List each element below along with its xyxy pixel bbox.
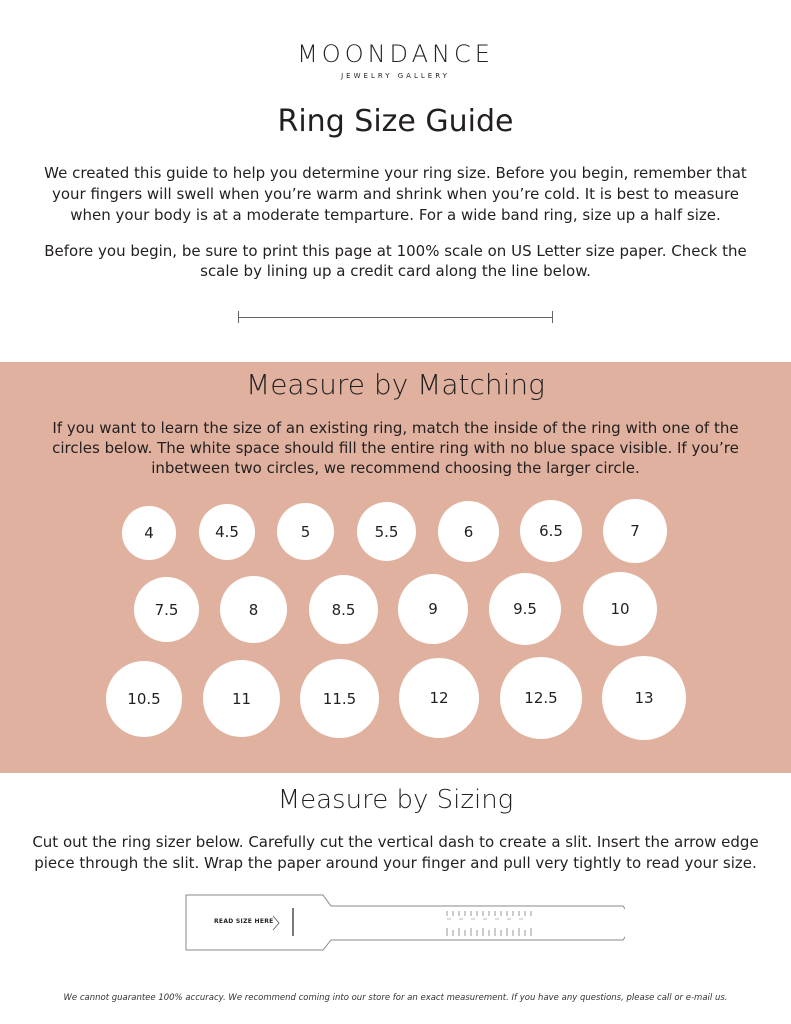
ring-circle-9-5: 9.5 <box>489 573 561 645</box>
matching-text: If you want to learn the size of an existing ring, match the inside of the ring with one of the circles below. The white space should fill the entire ring with no blue space visible. If you’re inbetween two circles, we recommend choosing the larger circle. <box>52 419 739 477</box>
ring-circle-10-5: 10.5 <box>106 661 182 737</box>
ring-circle-8-5: 8.5 <box>309 575 378 644</box>
scale-line-left-tick <box>238 311 239 323</box>
logo-subtitle: JEWELRY GALLERY <box>341 72 450 80</box>
ring-circle-6-5: 6.5 <box>520 500 582 562</box>
ring-circle-10: 10 <box>583 572 657 646</box>
footer-disclaimer: We cannot guarantee 100% accuracy. We recommend coming into our store for an exact measurement. If you have any questions, please call or e-mail us. <box>63 993 728 1003</box>
logo-name: MOONDANCE <box>297 40 494 68</box>
ring-circle-12: 12 <box>399 658 479 738</box>
ring-circle-6: 6 <box>438 501 499 562</box>
ring-circle-4-5: 4.5 <box>199 504 255 560</box>
ring-circle-13: 13 <box>602 656 686 740</box>
sizing-text: Cut out the ring sizer below. Carefully cut the vertical dash to create a slit. Insert the arrow edge piece through the slit. Wrap the paper around your finger and pull very tightly to read your size. <box>32 833 759 872</box>
ring-circle-8: 8 <box>220 576 287 643</box>
page-title: Ring Size Guide <box>277 104 514 139</box>
intro-paragraph: We created this guide to help you determine your ring size. Before you begin, remember that your fingers will swell when you’re warm and shrink when you’re cold. It is best to measure when your body is at a moderate temparture. For a wide band ring, size up a half size. <box>44 164 747 224</box>
ring-circle-11-5: 11.5 <box>300 659 379 738</box>
read-size-here-label: READ SIZE HERE <box>214 918 274 925</box>
sizing-title: Measure by Sizing <box>277 785 514 815</box>
ring-circle-7-5: 7.5 <box>134 577 199 642</box>
scale-line-right-tick <box>552 311 553 323</box>
ring-circle-5-5: 5.5 <box>357 502 416 561</box>
ring-circle-12-5: 12.5 <box>500 657 582 739</box>
ring-circle-4: 4 <box>122 506 176 560</box>
credit-card-scale-line <box>238 317 552 318</box>
ring-circle-11: 11 <box>203 660 280 737</box>
logo <box>0 40 791 80</box>
print-note: Before you begin, be sure to print this page at 100% scale on US Letter size paper. Check the scale by lining up a credit card along the line below. <box>44 242 747 280</box>
matching-title: Measure by Matching <box>246 368 545 401</box>
ring-circle-7: 7 <box>603 499 667 563</box>
ring-circle-9: 9 <box>398 574 468 644</box>
ring-circle-5: 5 <box>277 503 334 560</box>
